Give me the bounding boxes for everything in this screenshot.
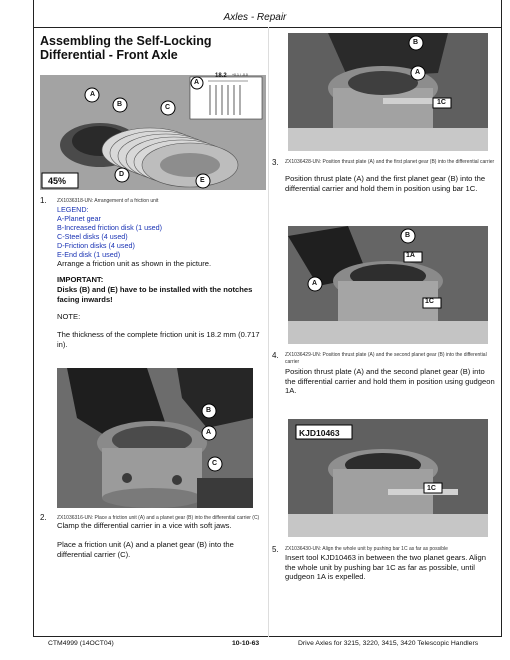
step-4-number: 4. (272, 351, 279, 360)
important-text: Disks (B) and (E) have to be installed with the notches facing inwards! (57, 285, 253, 304)
dimension-tolerance: +0.1 / -0.0 (232, 73, 248, 77)
page-header-title: Axles - Repair (223, 12, 287, 23)
label-a-inset: A (194, 79, 200, 86)
step-1-number: 1. (40, 196, 47, 205)
step-4-photo-illustration (288, 226, 488, 344)
step-3-label-a: A (415, 69, 421, 76)
label-a: A (90, 91, 96, 98)
step-4-label-a: A (312, 280, 318, 287)
important-title: IMPORTANT: (57, 275, 104, 284)
step-5-caption: ZX1036430-UN: Align the whole unit by pushing bar 1C as far as possible (285, 546, 448, 552)
step-5-number: 5. (272, 545, 279, 554)
step-2-caption: ZX1036316-UN: Place a friction unit (A) and a planet gear (B) into the differential carrier (C) (57, 515, 260, 521)
label-d: D (119, 171, 125, 178)
step-2-photo (57, 368, 253, 508)
step-3-photo-illustration (288, 33, 488, 151)
step-2-label-c: C (212, 460, 218, 467)
step-3-caption: ZX1036428-UN: Position thrust plate (A) and the first planet gear (B) into the differential carrier (285, 159, 495, 165)
step-4-label-1c: 1C (425, 298, 434, 305)
legend-item: E-End disk (1 used) (57, 250, 121, 259)
step-2-instruction: Clamp the differential carrier in a vice with soft jaws. (57, 521, 232, 530)
step-5-label-1c: 1C (427, 485, 436, 492)
step-3-label-b: B (413, 39, 419, 46)
note-title: NOTE: (57, 312, 81, 321)
note-text: The thickness of the complete friction unit is 18.2 mm (0.717 in). (57, 330, 260, 349)
step-3-instruction: Position thrust plate (A) and the first planet gear (B) into the differential carrier and hold them in position using bar 1C. (285, 174, 486, 193)
legend-item: A-Planet gear (57, 214, 101, 223)
step-2-photo-illustration (57, 368, 253, 508)
step-4-photo (288, 226, 488, 344)
label-e: E (200, 177, 205, 184)
step-4-label-b: B (405, 232, 411, 239)
legend-title: LEGEND: (57, 205, 89, 214)
step-1-caption: ZX1036318-UN: Arrangement of a friction unit (57, 198, 159, 204)
step-2-instruction-2: Place a friction unit (A) and a planet gear (B) into the differential carrier (C). (57, 540, 234, 559)
footer-page-number: 10-10-63 (232, 640, 260, 647)
step-5-tool-label: KJD10463 (299, 428, 340, 438)
footer-doc-id: CTM4999 (14OCT04) (48, 640, 114, 647)
percent-badge: 45% (48, 176, 67, 186)
legend-item: C-Steel disks (4 used) (57, 232, 128, 241)
label-c: C (165, 104, 171, 111)
label-b: B (117, 101, 123, 108)
step-4-caption: ZX1036429-UN: Position thrust plate (A) and the second planet gear (B) into the differential carrier (285, 352, 487, 365)
friction-unit-figure (40, 75, 266, 190)
step-2-label-a: A (206, 429, 212, 436)
friction-unit-illustration (40, 75, 266, 190)
column-divider (268, 27, 269, 637)
step-2-number: 2. (40, 513, 47, 522)
step-5-instruction: Insert tool KJD10463 in between the two planet gears. Align the whole unit by pushing bar 1C as far as possible, until gudgeon 1A is expelled. (285, 553, 486, 581)
dimension-label: 18.2 (215, 73, 227, 79)
legend-item: B-Increased friction disk (1 used) (57, 223, 163, 232)
legend-item: D-Friction disks (4 used) (57, 241, 135, 250)
step-1-instruction: Arrange a friction unit as shown in the picture. (57, 259, 212, 268)
footer-title: Drive Axles for 3215, 3220, 3415, 3420 Telescopic Handlers (298, 640, 479, 647)
step-3-label-1c: 1C (437, 99, 446, 106)
step-3-photo (288, 33, 488, 151)
section-heading: Assembling the Self-Locking Differential - Front Axle (40, 34, 212, 62)
step-4-label-1a: 1A (406, 252, 415, 259)
step-4-instruction: Position thrust plate (A) and the second planet gear (B) into the differential carrier and hold them in position using gudgeon 1A. (285, 367, 495, 395)
step-3-number: 3. (272, 158, 279, 167)
step-2-label-b: B (206, 407, 212, 414)
